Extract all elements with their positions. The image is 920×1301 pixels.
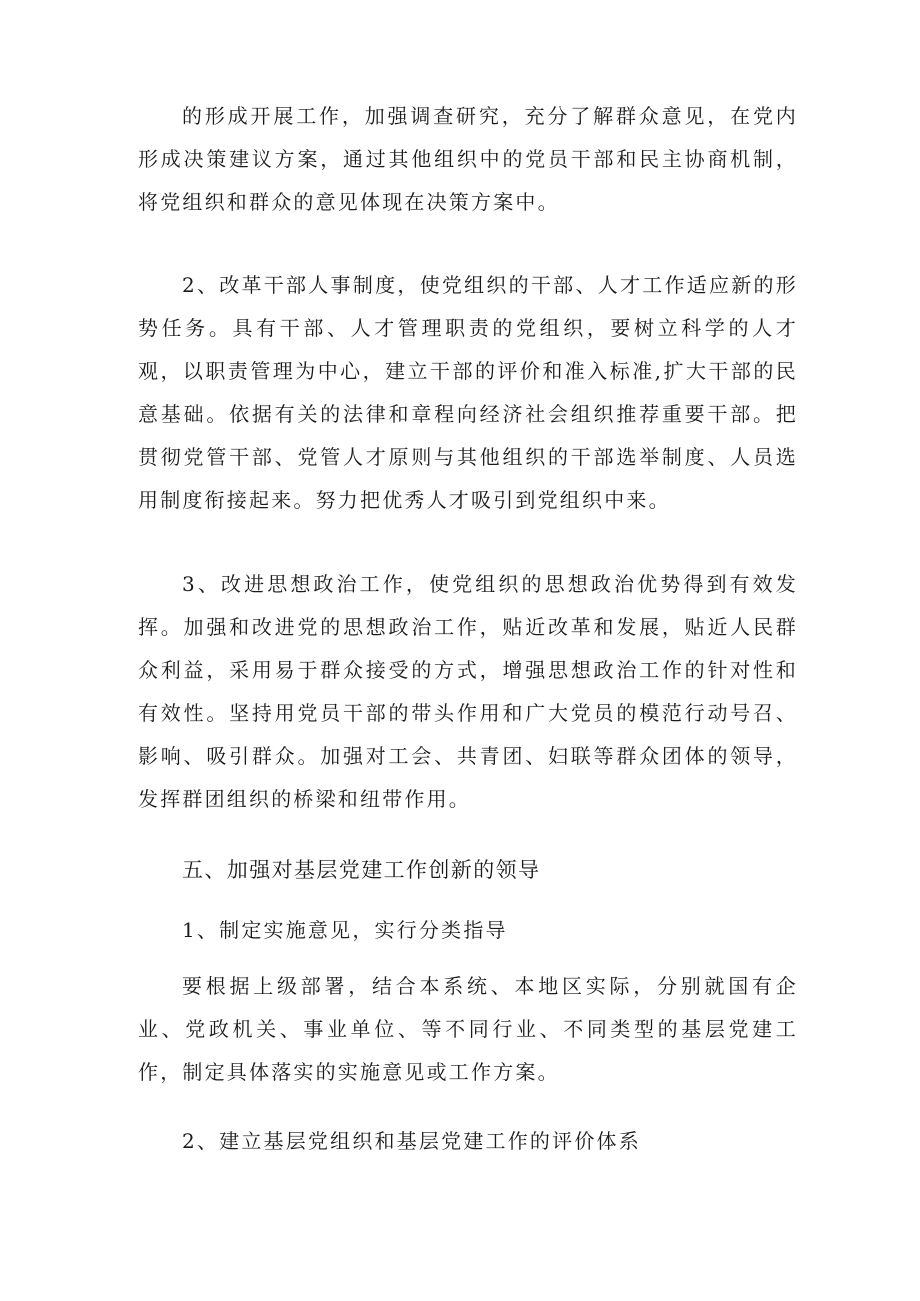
paragraph-decision-making: 的形成开展工作，加强调查研究，充分了解群众意见，在党内形成决策建议方案，通过其他组织中的党员干部和民主协商机制，将党组织和群众的意见体现在决策方案中。 — [138, 104, 798, 214]
subheading-implementation-opinions: 1、制定实施意见，实行分类指导 — [182, 918, 508, 942]
section-heading-five: 五、加强对基层党建工作创新的领导 — [182, 858, 541, 882]
paragraph-implementation-details: 要根据上级部署，结合本系统、本地区实际，分别就国有企业、党政机关、事业单位、等不同行业、不同类型的基层党建工作，制定具体落实的实施意见或工作方案。 — [138, 974, 798, 1084]
paragraph-ideological-work: 3、改进思想政治工作，使党组织的思想政治优势得到有效发挥。加强和改进党的思想政治工作，贴近改革和发展，贴近人民群众利益，采用易于群众接受的方式，增强思想政治工作的针对性和有效性。坚持用党员干部的带头作用和广大党员的模范行动号召、影响、吸引群众。加强对工会、共青团、妇联等群众团体的领导，发挥群团组织的桥梁和纽带作用。 — [138, 572, 798, 811]
paragraph-personnel-reform: 2、改革干部人事制度，使党组织的干部、人才工作适应新的形势任务。具有干部、人才管理职责的党组织，要树立科学的人才观，以职责管理为中心，建立干部的评价和准入标准,扩大干部的民意基础。依据有关的法律和章程向经济社会组织推荐重要干部。把贯彻党管干部、党管人才原则与其他组织的干部选举制度、人员选用制度衔接起来。努力把优秀人才吸引到党组织中来。 — [138, 273, 798, 512]
subheading-evaluation-system: 2、建立基层党组织和基层党建工作的评价体系 — [182, 1129, 641, 1153]
